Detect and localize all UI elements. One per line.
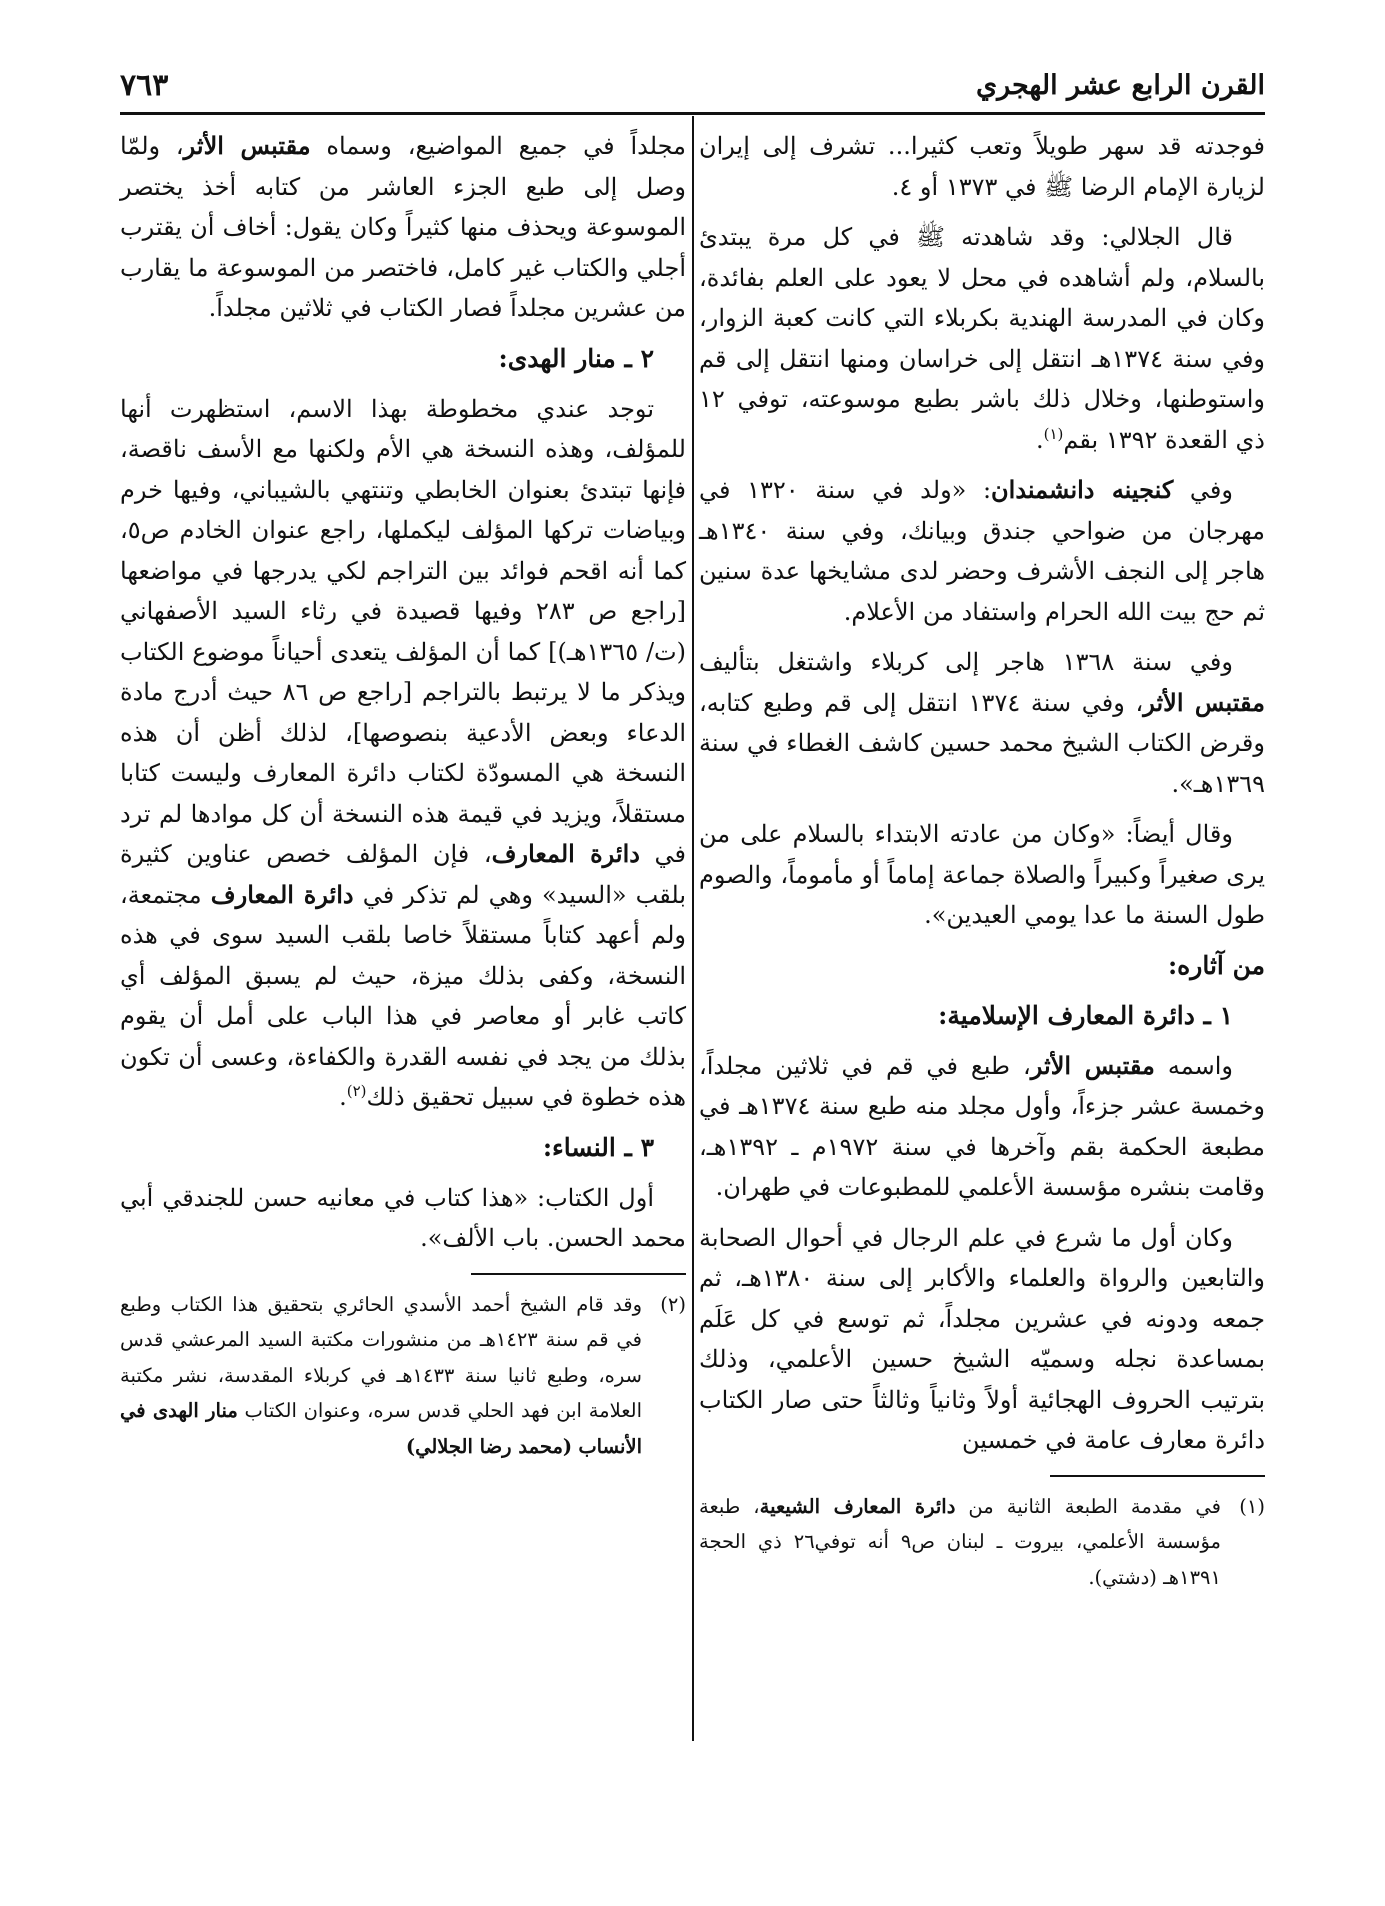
page-number: ٧٦٣: [120, 68, 169, 103]
paragraph-text: وفي سنة ١٣٦٨ هاجر إلى كربلاء واشتغل بتأليف: [699, 648, 1233, 676]
subsection-heading: ٢ ـ منار الهدى:: [498, 343, 654, 373]
paragraph-text: وفي: [1173, 476, 1233, 504]
footnote-reference: (٢): [346, 1082, 367, 1100]
paragraph-text: ، وفي سنة ١٣٧٤ انتقل إلى قم وطبع كتابه، وقرض الكتاب الشيخ محمد حسين كاشف الغطاء في سنة ١٣٦٩هـ».: [699, 688, 1265, 798]
book-title: دائرة المعارف: [491, 839, 640, 868]
paragraph: [699, 642, 1265, 804]
paragraph-text: واسمه: [1154, 1051, 1233, 1080]
book-title: كنجينه دانشمندان: [991, 475, 1174, 504]
paragraph: [699, 1046, 1265, 1208]
footnote-rule: [471, 1273, 686, 1275]
footnote-mark: (٢): [660, 1292, 686, 1316]
footnote: [699, 1489, 1265, 1596]
book-title: مقتبس الأثر: [183, 131, 311, 160]
running-title: القرن الرابع عشر الهجري: [975, 70, 1265, 101]
paragraph: [699, 217, 1265, 460]
paragraph-text: مجلداً في جميع المواضيع، وسماه: [310, 132, 687, 160]
book-title: منار الهدى في الأنساب: [120, 1399, 642, 1458]
paragraph-text: .: [339, 1083, 347, 1111]
footnote: [120, 1287, 686, 1465]
book-title: دائرة المعارف الشيعية: [759, 1494, 956, 1518]
paragraph-text: : «ولد في سنة ١٣٢٠ في مهرجان من ضواحي جندق وبيانك، وفي سنة ١٣٤٠هـ هاجر إلى النجف الأشرف وحضر لدى مشايخها عدة سنين ثم حج بيت الله الحرام واستفاد من الأعلام.: [699, 476, 1265, 626]
paragraph: [120, 126, 686, 329]
paragraph-text: توجد عندي مخطوطة بهذا الاسم، استظهرت أنها للمؤلف، وهذه النسخة هي الأم ولكنها مع الأسف ناقصة، فإنها تبتدئ بعنوان الخابطي وتنتهي بالشيباني، وفيها خرم وبياضات تركها المؤلف ليكملها، راجع عنوان الخادم ص٥، كما أنه اقحم فوائد بين التراجم لكي يدرجها في مواضعها [راجع ص ٢٨٣ وفيها قصيدة في رثاء السيد الأصفهاني (ت/ ١٣٦٥هـ)] كما أن المؤلف يتعدى أحياناً موضوع الكتاب ويذكر ما لا يرتبط بالتراجم [راجع ص ٨٦ حيث أدرج مادة الدعاء وبعض الأدعية بنصوصها]، لذلك أظن أن هذه النسخة هي المسودّة لكتاب دائرة المعارف وليست كتابا مستقلاً، ويزيد في قيمة هذه النسخة أن كل موادها لم ترد في: [120, 394, 686, 868]
section-heading: من آثاره:: [1167, 950, 1265, 980]
paragraph: وكان أول ما شرع في علم الرجال في أحوال الصحابة والتابعين والرواة والعلماء والأكابر إلى سنة ١٣٨٠هـ، ثم جمعه ودونه في عشرين مجلداً، ثم توسع في كل عَلَم بمساعدة نجله وسميّه الشيخ حسين الأعلمي، وذلك بترتيب الحروف الهجائية أولاً وثانياً وثالثاً حتى صار الكتاب دائرة معارف عامة في خمسين: [699, 1223, 1266, 1454]
paragraph-text: ، طبع في قم في ثلاثين مجلداً، وخمسة عشر جزءاً، وأول مجلد منه طبع سنة ١٣٧٤هـ في مطبعة الحكمة بقم وآخرها في سنة ١٩٧٢م ـ ١٣٩٢هـ، وقامت بنشره مؤسسة الأعلمي للمطبوعات في طهران.: [699, 1051, 1265, 1201]
paragraph-text: .: [1035, 425, 1044, 454]
footnote-text-part: وقد قام الشيخ أحمد الأسدي الحائري بتحقيق هذا الكتاب وطبع في قم سنة ١٤٢٣هـ من منشورات مكتبة السيد المرعشي قدس سره، وطبع ثانيا سنة ١٤٣٣هـ في كربلاء المقدسة، نشر مكتبة العلامة ابن فهد الحلي قدس سره، وعنوان الكتاب: [120, 1292, 643, 1422]
subsection-heading: ١ ـ دائرة المعارف الإسلامية:: [938, 1000, 1233, 1030]
left-column: [120, 126, 686, 1464]
book-title: مقتبس الأثر: [1030, 1050, 1155, 1080]
footnote-signature: (محمد رضا الجلالي): [405, 1434, 573, 1458]
book-title: دائرة المعارف: [210, 879, 354, 909]
footnote-text: [120, 1287, 642, 1465]
paragraph: وقال أيضاً: «وكان من عادته الابتداء بالسلام على من يرى صغيراً وكبيراً والصلاة جماعة إماماً أو مأموماً، والصوم طول السنة ما عدا يومي العيدين».: [699, 820, 1265, 929]
footnote-rule: [1050, 1475, 1265, 1477]
header-rule: [120, 112, 1265, 115]
book-title: مقتبس الأثر: [1143, 687, 1265, 717]
paragraph: [120, 389, 686, 1118]
paragraph: فوجدته قد سهر طويلاً وتعب كثيرا... تشرف إلى إيران لزيارة الإمام الرضا ﷺ في ١٣٧٣ أو ٤.: [699, 132, 1265, 201]
footnote-reference: (١): [1043, 424, 1064, 443]
paragraph-text: قال الجلالي: وقد شاهدته ﷺ في كل مرة يبتدئ بالسلام، ولم أشاهده في محل لا يعود على العلم بفائدة، وكان في المدرسة الهندية بكربلاء التي كانت كعبة الزوار، وفي سنة ١٣٧٤هـ انتقل إلى خراسان ومنها انتقل إلى قم واستوطنها، وخلال ذلك باشر بطبع موسوعته، توفي ١٢ ذي القعدة ١٣٩٢ بقم: [699, 223, 1266, 454]
footnote-text: [699, 1489, 1221, 1596]
footnote-text-part: في مقدمة الطبعة الثانية من: [955, 1494, 1221, 1518]
column-divider: [692, 116, 694, 1741]
subsection-heading: ٣ ـ النساء:: [542, 1132, 654, 1162]
paragraph: أول الكتاب: «هذا كتاب في معانيه حسن للجندقي أبي محمد الحسن. باب الألف».: [120, 1183, 686, 1252]
paragraph-text: مجتمعة، ولم أعهد كتاباً مستقلاً خاصا بلقب السيد سوى في هذه النسخة، وكفى بذلك ميزة، حيث لم يسبق المؤلف أي كاتب غابر أو معاصر في هذا الباب على أمل أن يقوم بذلك من يجد في نفسه القدرة والكفاءة، وعسى أن تكون هذه خطوة في سبيل تحقيق ذلك: [120, 880, 686, 1111]
paragraph-text: ، فإن المؤلف خصص عناوين كثيرة بلقب «السيد» وهي لم تذكر في: [120, 840, 686, 909]
paragraph: [699, 470, 1265, 632]
footnote-text-part: ، طبعة مؤسسة الأعلمي، بيروت ـ لبنان ص٩ أنه توفي٢٦ ذي الحجة ١٣٩١هـ (دشتي).: [699, 1494, 1221, 1589]
right-column: [699, 126, 1265, 1595]
footnote-mark: (١): [1239, 1494, 1265, 1518]
paragraph-text: ، ولمّا وصل إلى طبع الجزء العاشر من كتابه أخذ يختصر الموسوعة ويحذف منها كثيراً وكان يقول: أخاف أن يقترب أجلي والكتاب غير كامل، فاختصر من الموسوعة ما يقارب من عشرين مجلداً فصار الكتاب في ثلاثين مجلداً.: [120, 132, 686, 322]
running-head: [120, 70, 1265, 110]
